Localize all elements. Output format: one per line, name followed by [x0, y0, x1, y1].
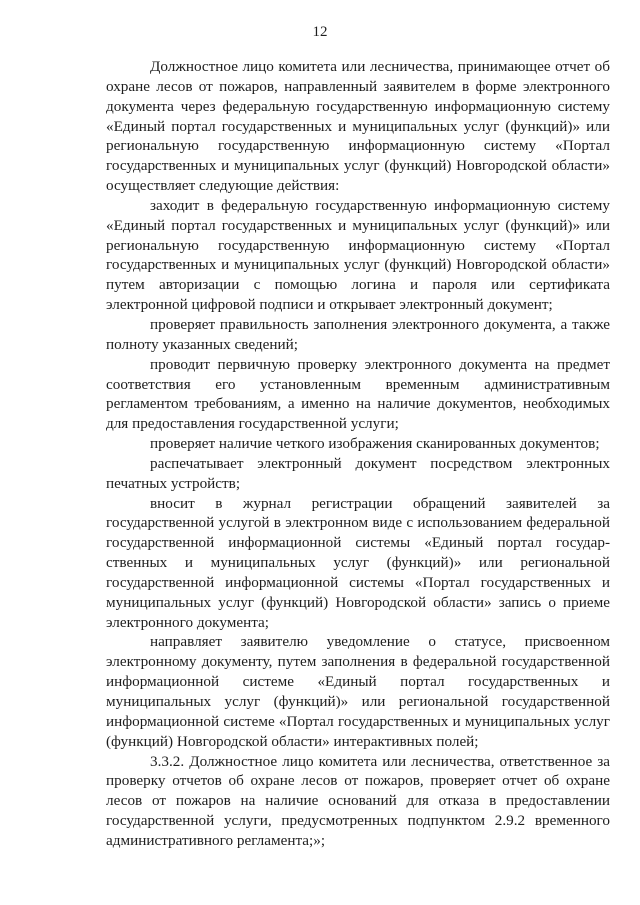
paragraph-intro: Должностное лицо комитета или лесничества, принимающее отчет об охране лесов от пожаров, направленный заявителем в форме электронного документа через федеральную государственную информационную систему «Единый портал государственных и муниципальных услуг (функций)» или региональную государственную информационную систему «Портал государственных и муниципальных услуг (функций) Новгородской области» осуществляет следующие действия:: [106, 58, 610, 195]
paragraph-action-notify: направляет заявителю уведомление о статусе, присвоенном электронному документу, путем заполнения в федеральной государственной информационной системе «Единый портал государственных и муниципальных услуг (функций)» или региональной государственной информационной системе «Портал государственных и муниципальных услуг (функций) Новгородской области» интерактивных полей;: [106, 633, 610, 750]
paragraph-action-login: заходит в федеральную государственную информационную систему «Единый портал государственных и муниципальных услуг (функций)» или региональную государственную информационную систему «Портал государственных и муниципальных услуг (функций) Новгородской области» путем авторизации с помощью логина и пароля или сертификата электронной цифровой подписи и открывает электронный документ;: [106, 196, 610, 314]
paragraph-section-3-3-2: 3.3.2. Должностное лицо комитета или лесничества, ответственное за проверку отчетов об охране лесов от пожаров, проверяет отчет об охране лесов от пожаров на наличие оснований для отказа в предоставлении государственной услуги, предусмотренных подпунктом 2.9.2 временного административного регламента;»;: [106, 752, 610, 849]
paragraph-action-primary-check: проводит первичную проверку электронного документа на предмет соответствия его установленным временным административным регламентом требованиям, а именно на наличие документов, необходимых для предоставления государственной услуги;: [106, 355, 610, 433]
paragraph-action-check-scans: проверяет наличие четкого изображения сканированных документов;: [150, 435, 600, 453]
page-number: 12: [312, 24, 328, 40]
document-body: [106, 57, 610, 851]
paragraph-action-register: вносит в журнал регистрации обращений заявителей за государственной услугой в электронном виде с использованием федеральной государственной информационной системы «Единый портал государственных и муниципальных услуг (функций)» или региональной государственной информационной системы «Портал государственных и муниципальных услуг (функций) Новгородской области» запись о приеме электронного документа;: [106, 494, 610, 631]
paragraph-action-check-completeness: проверяет правильность заполнения электронного документа, а также полноту указанных сведений;: [106, 315, 610, 353]
paragraph-action-print: распечатывает электронный документ посредством электронных печатных устройств;: [106, 454, 610, 492]
